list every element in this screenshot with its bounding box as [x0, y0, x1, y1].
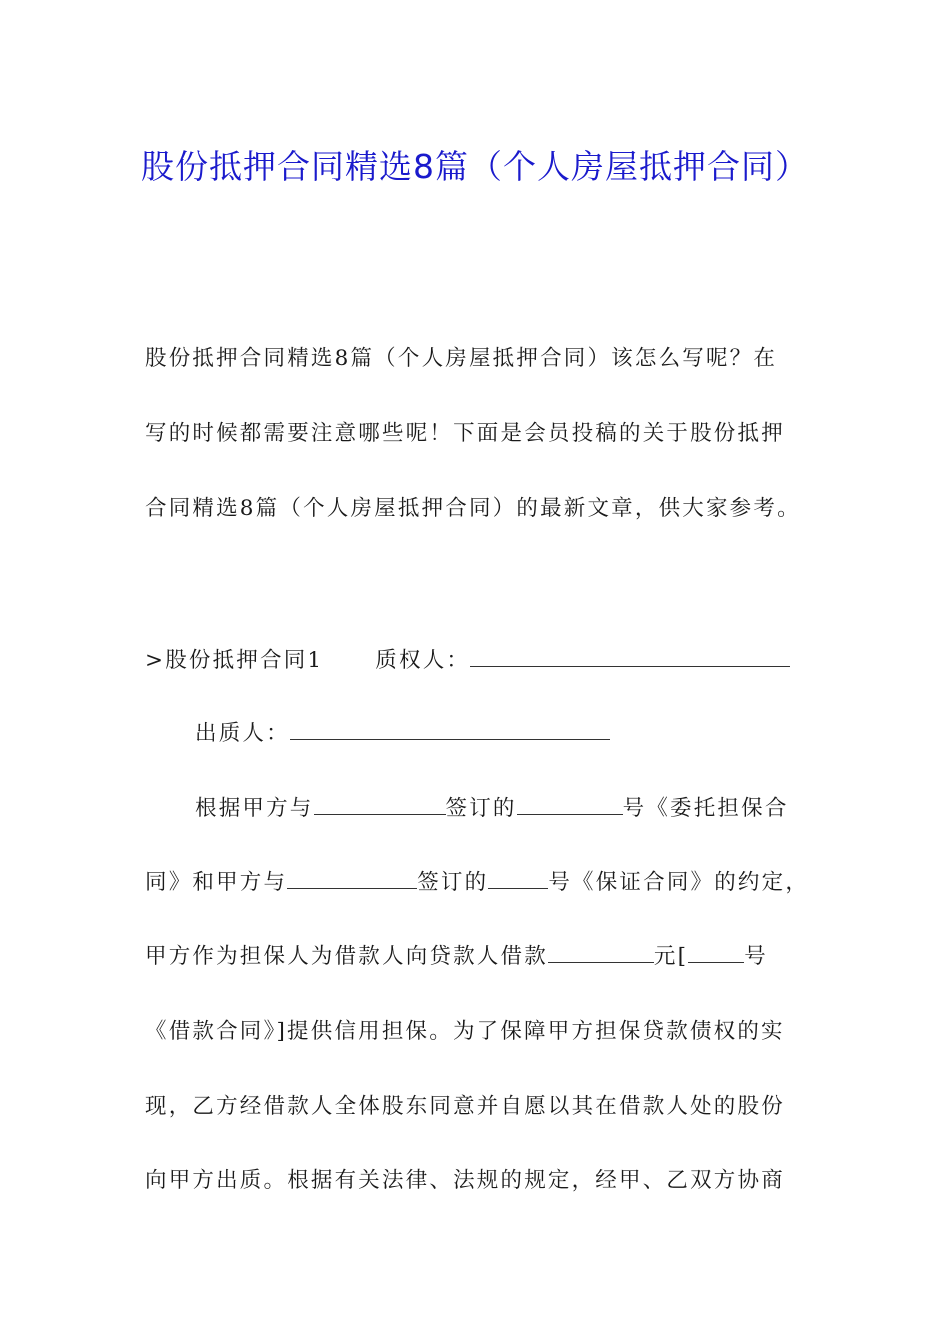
body-line-6: 向甲方出质。根据有关法律、法规的规定，经甲、乙双方协商: [145, 1168, 785, 1193]
intro-line-3: 合同精选8篇（个人房屋抵押合同）的最新文章，供大家参考。: [145, 496, 801, 521]
body-text: 根据甲方与: [195, 796, 314, 821]
pledgor-blank: [290, 719, 610, 740]
body-text: 签订的: [417, 870, 489, 895]
document-title: 股份抵押合同精选8篇（个人房屋抵押合同）: [141, 147, 809, 186]
body-text: 元[: [653, 944, 689, 969]
section-heading: >股份抵押合同1: [145, 648, 324, 673]
intro-line-2: 写的时候都需要注意哪些呢！下面是会员投稿的关于股份抵押: [145, 421, 785, 446]
pledgee-label: 质权人：: [375, 648, 471, 673]
body-line-5: 现，乙方经借款人全体股东同意并自愿以其在借款人处的股份: [145, 1094, 785, 1119]
pledgor-label: 出质人：: [195, 721, 290, 746]
pledgor-line: [195, 719, 875, 749]
body-line-2: [145, 868, 825, 898]
loan-amount-blank: [548, 942, 654, 963]
guarantee-number-blank: [488, 868, 548, 889]
body-line-3: [145, 942, 825, 972]
body-text: 同》和甲方与: [145, 870, 288, 895]
body-line-1: [195, 794, 875, 824]
contract-party-blank: [314, 794, 446, 815]
loan-number-blank: [688, 942, 744, 963]
section-heading-line: [145, 646, 825, 676]
body-text: 甲方作为担保人为借款人向贷款人借款: [145, 944, 548, 969]
body-text: 号《保证合同》的约定，: [548, 870, 810, 895]
body-text: 签订的: [445, 796, 517, 821]
body-line-4: 《借款合同》]提供信用担保。为了保障甲方担保贷款债权的实: [145, 1019, 785, 1044]
contract-number-blank: [517, 794, 623, 815]
guarantee-party-blank: [287, 868, 417, 889]
pledgee-blank: [470, 646, 790, 667]
body-text: 号《委托担保合: [622, 796, 789, 821]
body-text: 号: [744, 944, 768, 969]
intro-line-1: 股份抵押合同精选8篇（个人房屋抵押合同）该怎么写呢？在: [145, 346, 778, 371]
